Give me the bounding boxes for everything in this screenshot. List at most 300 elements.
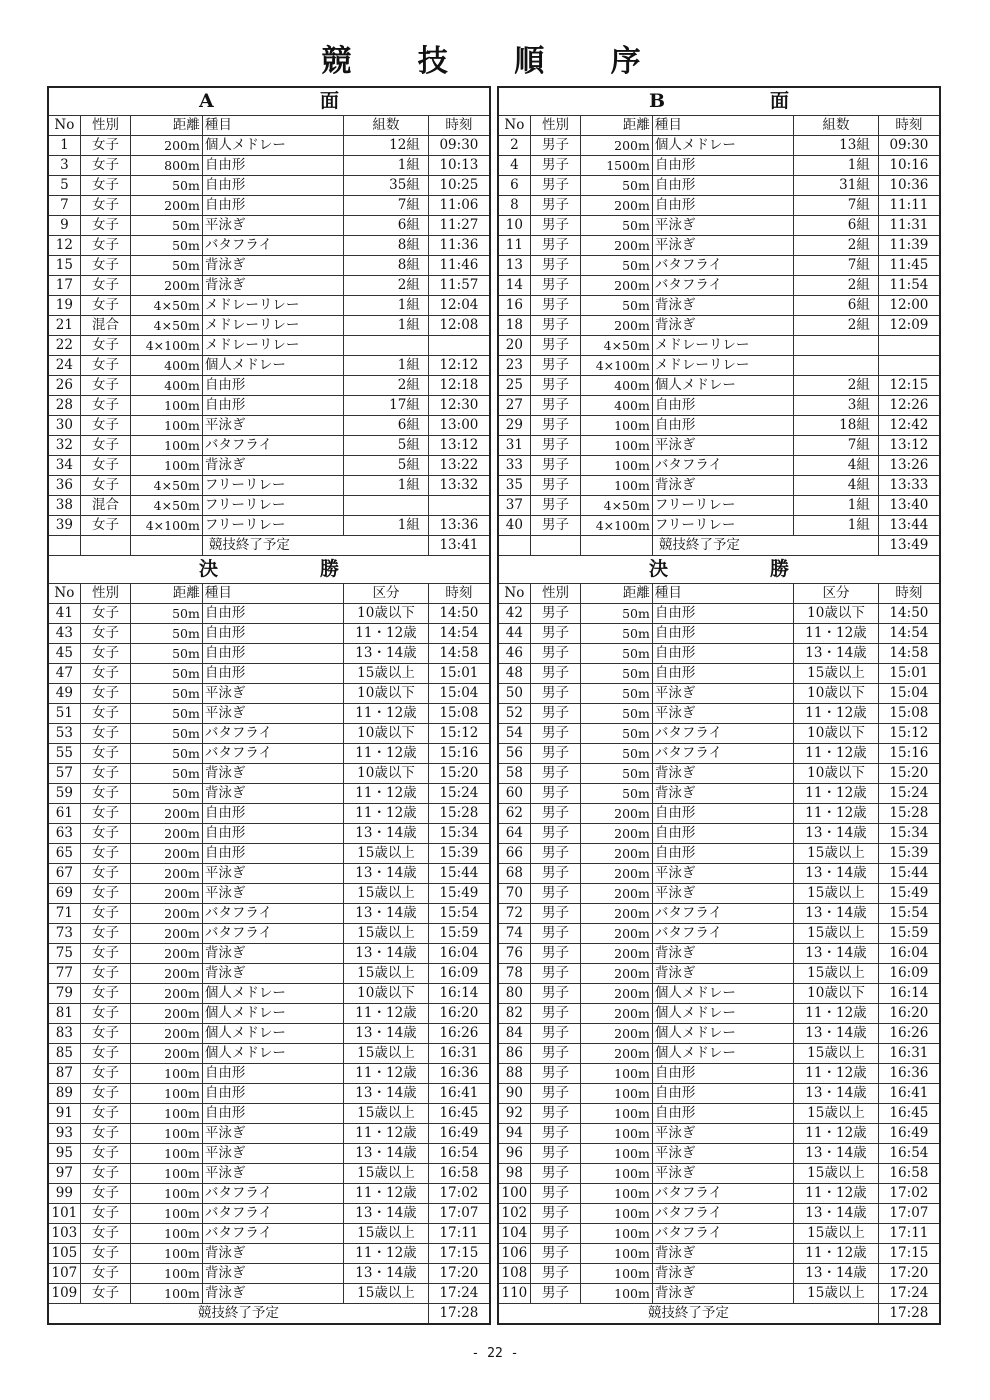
table-row: [48, 1144, 490, 1164]
column-header-dist: 距離: [581, 116, 653, 136]
event-name: バタフライ: [652, 724, 793, 744]
distance: 200m: [131, 824, 203, 844]
gender: 男子: [530, 1204, 580, 1224]
age-class: 11・12歳: [344, 624, 429, 644]
table-row: [48, 1164, 490, 1184]
start-time: 12:08: [428, 316, 490, 336]
section-heading-prelim-char: A: [199, 90, 214, 112]
event-name: 平泳ぎ: [202, 1164, 343, 1184]
table-row: [498, 824, 940, 844]
start-time: 17:15: [878, 1244, 940, 1264]
distance: 50m: [131, 684, 203, 704]
event-number: 104: [498, 1224, 530, 1244]
table-row: [48, 456, 490, 476]
gender: 男子: [530, 416, 580, 436]
table-row: [498, 1004, 940, 1024]
distance: 400m: [581, 376, 653, 396]
age-class: 11・12歳: [794, 1124, 879, 1144]
event-name: 背泳ぎ: [202, 1284, 343, 1304]
table-row: [48, 684, 490, 704]
event-number: 24: [48, 356, 80, 376]
column-header-gender: 性別: [530, 116, 580, 136]
age-class: 11・12歳: [344, 784, 429, 804]
event-name: 背泳ぎ: [652, 1264, 793, 1284]
event-name: 背泳ぎ: [652, 1244, 793, 1264]
groups: 2組: [794, 376, 879, 396]
start-time: 16:14: [878, 984, 940, 1004]
start-time: 15:20: [428, 764, 490, 784]
distance: 50m: [131, 784, 203, 804]
table-row: [498, 804, 940, 824]
table-row: [498, 456, 940, 476]
start-time: 11:27: [428, 216, 490, 236]
gender: 女子: [80, 336, 130, 356]
end-label: 競技終了予定: [48, 1304, 428, 1325]
start-time: [878, 336, 940, 356]
column-header-cls: 区分: [344, 584, 429, 604]
gender: 男子: [530, 1184, 580, 1204]
schedule-table: [47, 86, 491, 1325]
gender: 女子: [80, 256, 130, 276]
age-class: 13・14歳: [794, 1084, 879, 1104]
event-number: 94: [498, 1124, 530, 1144]
table-row: [48, 396, 490, 416]
event-number: 8: [498, 196, 530, 216]
start-time: 10:16: [878, 156, 940, 176]
start-time: 11:06: [428, 196, 490, 216]
event-name: 自由形: [202, 1104, 343, 1124]
event-number: 36: [48, 476, 80, 496]
distance: 200m: [581, 964, 653, 984]
event-number: 108: [498, 1264, 530, 1284]
table-row: [48, 804, 490, 824]
gender: 女子: [80, 604, 130, 624]
distance: 50m: [131, 176, 203, 196]
gender: 女子: [80, 784, 130, 804]
groups: 8組: [344, 236, 429, 256]
table-row: [498, 296, 940, 316]
gender: 女子: [80, 644, 130, 664]
start-time: 09:30: [428, 136, 490, 156]
gender: 男子: [530, 904, 580, 924]
start-time: 16:09: [428, 964, 490, 984]
start-time: 17:11: [878, 1224, 940, 1244]
groups: [344, 496, 429, 516]
event-number: 60: [498, 784, 530, 804]
event-name: 個人メドレー: [202, 356, 343, 376]
distance: 50m: [131, 704, 203, 724]
section-heading-prelim-char: 面: [319, 90, 339, 112]
event-number: 15: [48, 256, 80, 276]
table-row: [498, 744, 940, 764]
start-time: 16:45: [878, 1104, 940, 1124]
event-name: バタフライ: [202, 744, 343, 764]
start-time: 11:46: [428, 256, 490, 276]
start-time: 13:36: [428, 516, 490, 536]
distance: 50m: [581, 784, 653, 804]
start-time: 15:12: [428, 724, 490, 744]
event-number: 69: [48, 884, 80, 904]
distance: 50m: [581, 684, 653, 704]
event-name: 自由形: [652, 804, 793, 824]
distance: 50m: [581, 644, 653, 664]
event-number: 75: [48, 944, 80, 964]
page-number: - 22 -: [471, 1346, 519, 1361]
table-row: [48, 296, 490, 316]
distance: 100m: [581, 1064, 653, 1084]
distance: 100m: [581, 1204, 653, 1224]
table-row: [498, 416, 940, 436]
event-number: 76: [498, 944, 530, 964]
event-number: 66: [498, 844, 530, 864]
gender: 男子: [530, 884, 580, 904]
distance: 50m: [581, 256, 653, 276]
age-class: 15歳以上: [794, 1284, 879, 1304]
start-time: 13:12: [878, 436, 940, 456]
event-number: 85: [48, 1044, 80, 1064]
column-header-cls: 区分: [794, 584, 879, 604]
event-number: 11: [498, 236, 530, 256]
groups: 1組: [344, 476, 429, 496]
event-name: 背泳ぎ: [652, 944, 793, 964]
distance: 100m: [131, 1184, 203, 1204]
start-time: 13:22: [428, 456, 490, 476]
column-header-dist: 距離: [131, 116, 203, 136]
age-class: 11・12歳: [344, 704, 429, 724]
start-time: 15:24: [878, 784, 940, 804]
groups: 8組: [344, 256, 429, 276]
event-number: 32: [48, 436, 80, 456]
table-row: [48, 664, 490, 684]
distance: 200m: [581, 804, 653, 824]
event-number: 100: [498, 1184, 530, 1204]
event-number: 53: [48, 724, 80, 744]
groups: 1組: [344, 516, 429, 536]
event-name: 背泳ぎ: [202, 764, 343, 784]
gender: 女子: [80, 1244, 130, 1264]
distance: 50m: [131, 604, 203, 624]
gender: 女子: [80, 1164, 130, 1184]
gender: 女子: [80, 1264, 130, 1284]
event-number: 55: [48, 744, 80, 764]
event-name: バタフライ: [202, 1204, 343, 1224]
age-class: 13・14歳: [794, 1264, 879, 1284]
gender: 女子: [80, 924, 130, 944]
table-row: [498, 1024, 940, 1044]
start-time: 12:15: [878, 376, 940, 396]
distance: 50m: [581, 624, 653, 644]
column-header-gender: 性別: [530, 584, 580, 604]
gender: 女子: [80, 436, 130, 456]
distance: 100m: [581, 1184, 653, 1204]
groups: 4組: [794, 476, 879, 496]
start-time: 15:28: [878, 804, 940, 824]
start-time: 13:00: [428, 416, 490, 436]
event-name: 平泳ぎ: [202, 216, 343, 236]
groups: 17組: [344, 396, 429, 416]
distance: 50m: [581, 704, 653, 724]
distance: 200m: [131, 884, 203, 904]
column-header-time: 時刻: [878, 116, 940, 136]
distance: 100m: [131, 1204, 203, 1224]
gender: 男子: [530, 136, 580, 156]
event-number: 109: [48, 1284, 80, 1304]
event-number: 107: [48, 1264, 80, 1284]
table-row: [498, 864, 940, 884]
distance: 100m: [581, 1144, 653, 1164]
gender: 男子: [530, 764, 580, 784]
table-row: [498, 1184, 940, 1204]
distance: 200m: [131, 844, 203, 864]
distance: 100m: [581, 476, 653, 496]
start-time: 12:30: [428, 396, 490, 416]
distance: 50m: [131, 664, 203, 684]
gender: 女子: [80, 236, 130, 256]
age-class: 13・14歳: [344, 864, 429, 884]
table-row: [498, 356, 940, 376]
age-class: 11・12歳: [794, 804, 879, 824]
gender: 女子: [80, 456, 130, 476]
distance: 100m: [131, 1284, 203, 1304]
event-name: 平泳ぎ: [652, 436, 793, 456]
column-header-row: [48, 116, 490, 136]
table-row: [48, 1064, 490, 1084]
event-name: 平泳ぎ: [202, 1124, 343, 1144]
start-time: 16:36: [878, 1064, 940, 1084]
distance: 200m: [131, 904, 203, 924]
distance: 200m: [581, 904, 653, 924]
event-number: 86: [498, 1044, 530, 1064]
event-name: 平泳ぎ: [202, 1144, 343, 1164]
event-number: 68: [498, 864, 530, 884]
distance: 100m: [131, 456, 203, 476]
event-name: バタフライ: [202, 904, 343, 924]
table-row: [498, 336, 940, 356]
table-row: [498, 604, 940, 624]
gender: 男子: [530, 1284, 580, 1304]
distance: 4×50m: [581, 336, 653, 356]
gender: 男子: [530, 336, 580, 356]
event-number: 3: [48, 156, 80, 176]
event-name: 個人メドレー: [652, 984, 793, 1004]
event-name: 個人メドレー: [652, 1044, 793, 1064]
gender: 女子: [80, 136, 130, 156]
column-header-groups: 組数: [344, 116, 429, 136]
event-name: 自由形: [652, 176, 793, 196]
groups: 7組: [794, 196, 879, 216]
gender: 男子: [530, 924, 580, 944]
gender: 女子: [80, 804, 130, 824]
groups: 1組: [344, 156, 429, 176]
groups: 12組: [344, 136, 429, 156]
event-name: 平泳ぎ: [652, 864, 793, 884]
age-class: 11・12歳: [794, 1184, 879, 1204]
section-heading-prelim-cell: [498, 87, 940, 116]
start-time: 16:49: [428, 1124, 490, 1144]
groups: 2組: [344, 376, 429, 396]
table-row: [48, 196, 490, 216]
event-name: 背泳ぎ: [202, 276, 343, 296]
gender: 男子: [530, 1064, 580, 1084]
gender: 男子: [530, 984, 580, 1004]
event-name: バタフライ: [652, 1224, 793, 1244]
table-row: [498, 924, 940, 944]
groups: 1組: [794, 516, 879, 536]
table-row: [498, 664, 940, 684]
age-class: 13・14歳: [344, 1204, 429, 1224]
gender: 男子: [530, 1044, 580, 1064]
start-time: 12:00: [878, 296, 940, 316]
section-heading-finals-char: 勝: [769, 558, 789, 580]
distance: 200m: [131, 924, 203, 944]
age-class: 11・12歳: [344, 744, 429, 764]
event-number: 92: [498, 1104, 530, 1124]
table-row: [498, 216, 940, 236]
gender: 女子: [80, 1044, 130, 1064]
gender: 女子: [80, 904, 130, 924]
gender: 男子: [530, 844, 580, 864]
gender: 女子: [80, 664, 130, 684]
section-heading-prelim-cell: [48, 87, 490, 116]
gender: 女子: [80, 376, 130, 396]
event-name: 自由形: [652, 664, 793, 684]
table-row: [48, 316, 490, 336]
groups: 1組: [794, 156, 879, 176]
event-name: 背泳ぎ: [202, 256, 343, 276]
start-time: 15:44: [878, 864, 940, 884]
age-class: 15歳以上: [344, 1284, 429, 1304]
event-name: バタフライ: [202, 236, 343, 256]
event-number: 23: [498, 356, 530, 376]
start-time: [878, 356, 940, 376]
table-row: [498, 1064, 940, 1084]
event-number: 62: [498, 804, 530, 824]
start-time: 16:36: [428, 1064, 490, 1084]
gender: 女子: [80, 176, 130, 196]
table-row: [48, 356, 490, 376]
event-number: 91: [48, 1104, 80, 1124]
groups: 1組: [344, 296, 429, 316]
table-row: [48, 256, 490, 276]
event-number: 80: [498, 984, 530, 1004]
start-time: 17:15: [428, 1244, 490, 1264]
gender: 男子: [530, 944, 580, 964]
distance: 50m: [131, 744, 203, 764]
table-row: [48, 1004, 490, 1024]
distance: 4×50m: [131, 316, 203, 336]
start-time: 15:59: [878, 924, 940, 944]
event-number: 51: [48, 704, 80, 724]
distance: 50m: [131, 644, 203, 664]
section-heading-finals-char: 決: [199, 558, 219, 580]
event-number: 1: [48, 136, 80, 156]
distance: 200m: [581, 1024, 653, 1044]
column-header-time: 時刻: [428, 116, 490, 136]
distance: 50m: [581, 724, 653, 744]
start-time: 16:49: [878, 1124, 940, 1144]
start-time: 11:11: [878, 196, 940, 216]
table-row: [48, 476, 490, 496]
age-class: 13・14歳: [344, 824, 429, 844]
distance: 50m: [131, 724, 203, 744]
distance: 100m: [581, 1264, 653, 1284]
table-row: [48, 1244, 490, 1264]
table-row: [48, 1084, 490, 1104]
start-time: 15:39: [878, 844, 940, 864]
start-time: 14:50: [428, 604, 490, 624]
age-class: 13・14歳: [794, 1144, 879, 1164]
start-time: 15:12: [878, 724, 940, 744]
event-number: 35: [498, 476, 530, 496]
age-class: 13・14歳: [344, 1144, 429, 1164]
age-class: 11・12歳: [794, 704, 879, 724]
event-number: 4: [498, 156, 530, 176]
gender: 男子: [530, 216, 580, 236]
start-time: 15:54: [878, 904, 940, 924]
gender: 女子: [80, 1124, 130, 1144]
distance: 100m: [581, 1224, 653, 1244]
event-number: 41: [48, 604, 80, 624]
start-time: 13:26: [878, 456, 940, 476]
distance: 200m: [581, 236, 653, 256]
age-class: 13・14歳: [794, 864, 879, 884]
event-number: 59: [48, 784, 80, 804]
event-name: 自由形: [202, 824, 343, 844]
age-class: 11・12歳: [344, 1004, 429, 1024]
start-time: 10:36: [878, 176, 940, 196]
age-class: 15歳以上: [794, 924, 879, 944]
groups: 13組: [794, 136, 879, 156]
event-number: 40: [498, 516, 530, 536]
distance: 50m: [581, 744, 653, 764]
empty-cell: [530, 536, 580, 556]
end-label: 競技終了予定: [498, 1304, 878, 1325]
column-header-no: No: [48, 116, 80, 136]
age-class: 13・14歳: [794, 824, 879, 844]
start-time: 15:01: [428, 664, 490, 684]
groups: 6組: [794, 296, 879, 316]
distance: 100m: [131, 416, 203, 436]
start-time: 17:20: [428, 1264, 490, 1284]
distance: 200m: [131, 1024, 203, 1044]
gender: 男子: [530, 1084, 580, 1104]
event-number: 61: [48, 804, 80, 824]
start-time: 11:36: [428, 236, 490, 256]
event-number: 2: [498, 136, 530, 156]
event-name: フリーリレー: [202, 516, 343, 536]
gender: 男子: [530, 1144, 580, 1164]
empty-cell: [581, 536, 653, 556]
start-time: 17:24: [428, 1284, 490, 1304]
distance: 100m: [581, 1164, 653, 1184]
groups: 1組: [794, 496, 879, 516]
distance: 100m: [581, 436, 653, 456]
gender: 男子: [530, 1024, 580, 1044]
distance: 50m: [581, 664, 653, 684]
distance: 50m: [581, 764, 653, 784]
event-number: 48: [498, 664, 530, 684]
gender: 女子: [80, 216, 130, 236]
start-time: 15:39: [428, 844, 490, 864]
age-class: 10歳以下: [794, 724, 879, 744]
event-name: 背泳ぎ: [202, 944, 343, 964]
age-class: 15歳以上: [344, 664, 429, 684]
event-name: バタフライ: [652, 456, 793, 476]
distance: 100m: [131, 1084, 203, 1104]
event-number: 110: [498, 1284, 530, 1304]
distance: 100m: [131, 1064, 203, 1084]
table-row: [498, 316, 940, 336]
